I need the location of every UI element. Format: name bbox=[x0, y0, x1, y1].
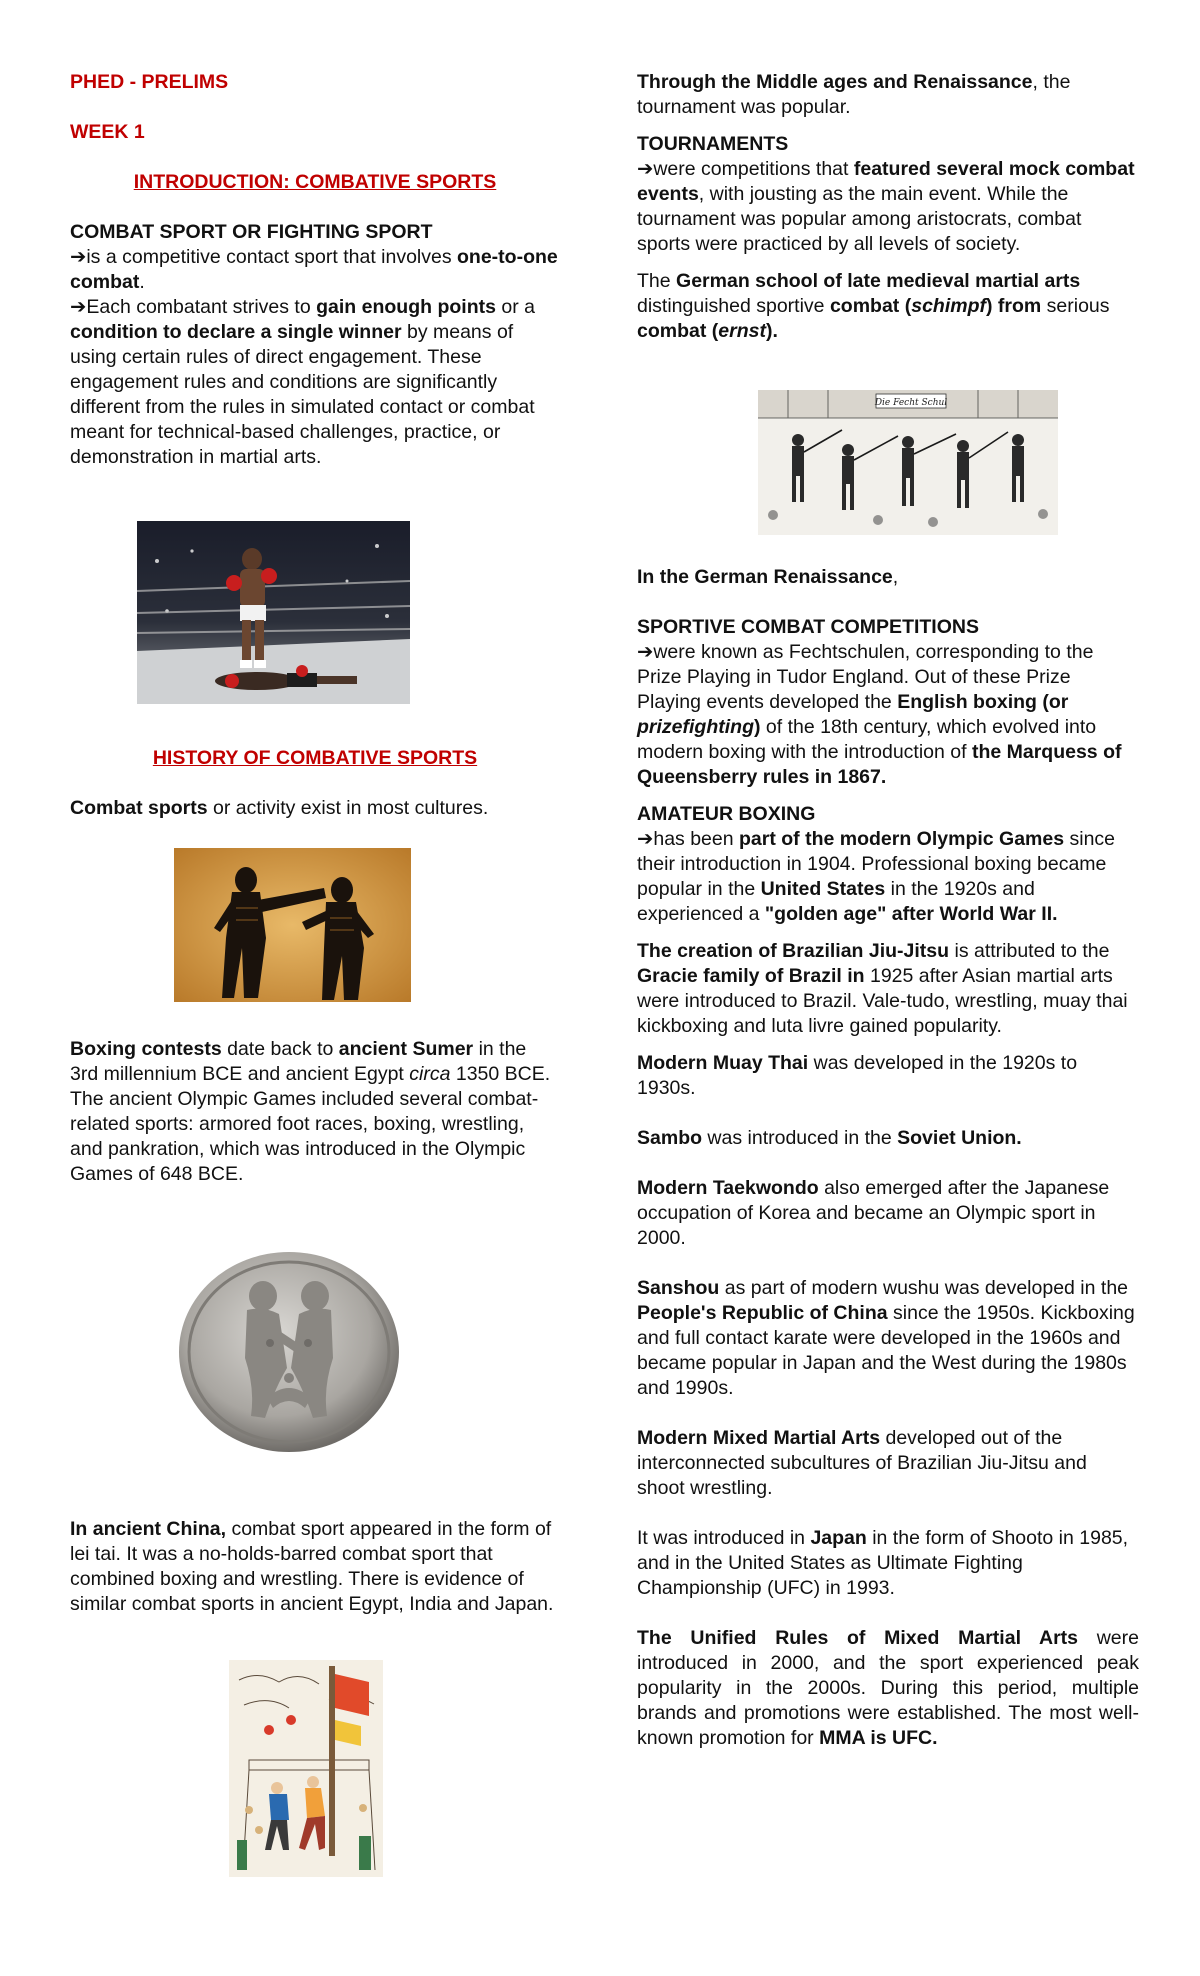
mma-japan-paragraph: It was introduced in Japan in the form of Shooto in 1985, and in the United States as Ultimate Fighting Championship (UFC) in 1993. bbox=[637, 1527, 1129, 1599]
engraving-caption: Die Fecht Schul bbox=[874, 398, 948, 408]
tournaments-paragraph: ➔were competitions that featured several mock combat events, with jousting as the main event. While the tournament was popular among aristocrats, combat sports were practiced by all levels of society. bbox=[637, 158, 1135, 255]
intro-heading: INTRODUCTION: COMBATIVE SPORTS bbox=[133, 171, 497, 193]
sportive-combat-paragraph: ➔were known as Fechtschulen, corresponding to the Prize Playing in Tudor England. Out of these Prize Playing events developed the English boxing (or prizefighting) of the 18th century, which evolved into modern boxing with the introduction of the Marquess of Queensberry rules in 1867. bbox=[637, 641, 1122, 788]
ancient-china-paragraph: In ancient China, combat sport appeared in the form of lei tai. It was a no-holds-barred combat sport that combined boxing and wrestling. There is evidence of similar combat sports in ancient Egypt, India and Japan. bbox=[70, 1518, 554, 1615]
amateur-boxing-paragraph: ➔has been part of the modern Olympic Games since their introduction in 1904. Professional boxing became popular in the United States in the 1920s and experienced a "golden age" after World War II. bbox=[637, 828, 1116, 925]
combat-sport-title: COMBAT SPORT OR FIGHTING SPORT bbox=[70, 221, 433, 243]
arrow-icon: ➔ bbox=[637, 641, 654, 663]
lei-tai-illustration bbox=[229, 1660, 383, 1877]
history-intro: Combat sports or activity exist in most cultures. bbox=[70, 797, 489, 819]
week-title: WEEK 1 bbox=[70, 121, 145, 143]
tournaments-title: TOURNAMENTS bbox=[637, 133, 789, 155]
arrow-icon: ➔ bbox=[637, 828, 654, 850]
combat-definition: ➔is a competitive contact sport that involves one-to-one combat. bbox=[70, 246, 558, 293]
sportive-combat-title: SPORTIVE COMBAT COMPETITIONS bbox=[637, 616, 979, 638]
bjj-paragraph: The creation of Brazilian Jiu-Jitsu is attributed to the Gracie family of Brazil in 1925 after Asian martial arts were introduced to Brazil. Vale-tudo, wrestling, muay thai kickboxing and luta livre gained popularity. bbox=[637, 940, 1128, 1037]
history-heading: HISTORY OF COMBATIVE SPORTS bbox=[152, 747, 478, 769]
taekwondo-paragraph: Modern Taekwondo also emerged after the Japanese occupation of Korea and became an Olympic sport in 2000. bbox=[637, 1177, 1110, 1249]
combat-rules-paragraph: ➔Each combatant strives to gain enough points or a condition to declare a single winner by means of using certain rules of direct engagement. These engagement rules and conditions are significantly different from the rules in simulated contact or combat meant for technical-based challenges, practice, or demonstration in martial arts. bbox=[70, 296, 535, 468]
german-school-paragraph: The German school of late medieval martial arts distinguished sportive combat (schimpf) from serious combat (ernst). bbox=[637, 270, 1110, 342]
right-column-lower bbox=[637, 565, 1139, 1751]
middle-ages-paragraph: Through the Middle ages and Renaissance, the tournament was popular. bbox=[637, 71, 1071, 118]
muay-thai-paragraph: Modern Muay Thai was developed in the 1920s to 1930s. bbox=[637, 1052, 1078, 1099]
mma-paragraph: Modern Mixed Martial Arts developed out of the interconnected subcultures of Brazilian Jiu-Jitsu and shoot wrestling. bbox=[637, 1427, 1087, 1499]
fechtschule-engraving bbox=[758, 390, 1058, 535]
sambo-paragraph: Sambo was introduced in the Soviet Union. bbox=[637, 1127, 1022, 1149]
course-title: PHED - PRELIMS bbox=[70, 71, 229, 93]
right-column bbox=[637, 70, 1139, 344]
greek-vase-boxers-image bbox=[174, 848, 411, 1002]
german-renaissance-line: In the German Renaissance, bbox=[637, 566, 899, 588]
arrow-icon: ➔ bbox=[637, 158, 654, 180]
arrow-icon: ➔ bbox=[70, 246, 87, 268]
boxing-knockout-photo bbox=[137, 521, 410, 704]
left-column bbox=[70, 70, 560, 470]
boxing-history-paragraph: Boxing contests date back to ancient Sumer in the 3rd millennium BCE and ancient Egypt circa 1350 BCE. The ancient Olympic Games included several combat-related sports: armored foot races, boxing, wrestling, and pankration, which was introduced in the Olympic Games of 648 BCE. bbox=[70, 1038, 551, 1185]
ancient-wrestling-coin-image bbox=[175, 1248, 404, 1456]
amateur-boxing-title: AMATEUR BOXING bbox=[637, 803, 816, 825]
sanshou-paragraph: Sanshou as part of modern wushu was developed in the People's Republic of China since the 1950s. Kickboxing and full contact karate were developed in the 1960s and became popular in Japan and the West during the 1980s and 1990s. bbox=[637, 1277, 1135, 1399]
arrow-icon: ➔ bbox=[70, 296, 87, 318]
unified-rules-paragraph: The Unified Rules of Mixed Martial Arts were introduced in 2000, and the sport experienced peak popularity in the 2000s. During this period, multiple brands and promotions were established. The most well-known promotion for MMA is UFC. bbox=[637, 1627, 1139, 1749]
